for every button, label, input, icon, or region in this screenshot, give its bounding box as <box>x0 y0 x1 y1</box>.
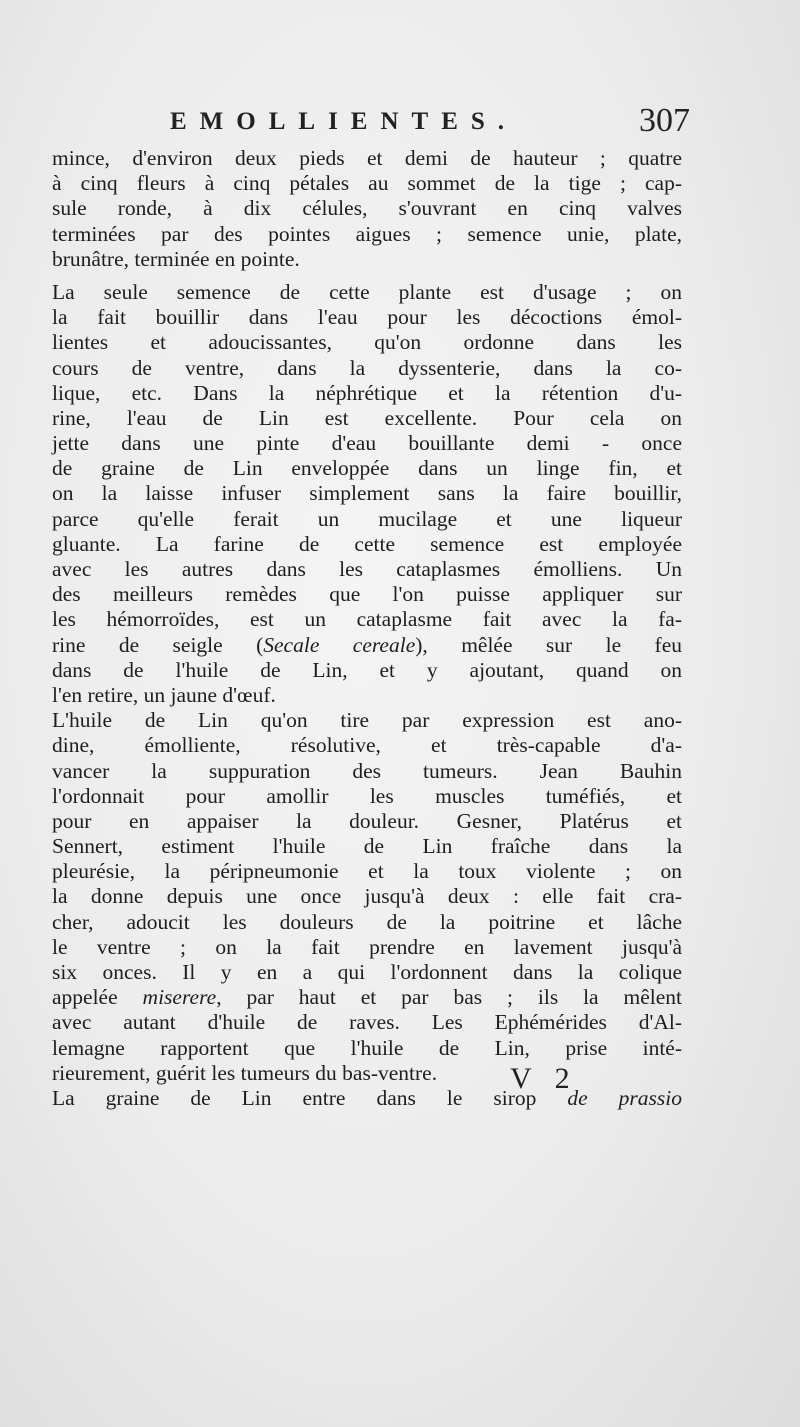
text-segment: rine de seigle ( <box>52 632 264 657</box>
text-line: la donne depuis une once jusqu'à deux : elle fait cra- <box>52 884 682 909</box>
text-line: lemagne rapportent que l'huile de Lin, prise inté- <box>52 1035 682 1060</box>
text-line: cours de ventre, dans la dyssenterie, dans la co- <box>52 355 682 380</box>
text-line: dine, émolliente, résolutive, et très-capable d'a- <box>52 733 682 758</box>
text-line: La seule semence de cette plante est d'usage ; on <box>52 279 682 304</box>
text-line-with-italic <box>52 1086 682 1111</box>
text-segment: , par haut et par bas ; ils la mêlent <box>216 985 682 1010</box>
text-line: cher, adoucit les douleurs de la poitrine et lâche <box>52 909 682 934</box>
paragraph-1 <box>52 146 682 272</box>
latin-name: Secale cereale <box>263 632 416 657</box>
latin-term: miserere <box>142 985 217 1010</box>
text-segment: ), mêlée sur le feu <box>415 632 682 657</box>
text-line: des meilleurs remèdes que l'on puisse appliquer sur <box>52 582 682 607</box>
text-line: Sennert, estiment l'huile de Lin fraîche dans la <box>52 834 682 859</box>
text-line: lientes et adoucissantes, qu'on ordonne dans les <box>52 330 682 355</box>
text-line: parce qu'elle ferait un mucilage et une liqueur <box>52 506 682 531</box>
text-line: jette dans une pinte d'eau bouillante demi - once <box>52 431 682 456</box>
paragraph-2 <box>52 280 682 708</box>
text-line: gluante. La farine de cette semence est employée <box>52 531 682 556</box>
text-line: vancer la suppuration des tumeurs. Jean Bauhin <box>52 758 682 783</box>
text-line: le ventre ; on la fait prendre en lavement jusqu'à <box>52 934 682 959</box>
text-line: pour en appaiser la douleur. Gesner, Platérus et <box>52 808 682 833</box>
text-line: l'en retire, un jaune d'œuf. <box>52 682 276 707</box>
text-line: l'ordonnait pour amollir les muscles tuméfiés, et <box>52 783 682 808</box>
text-line: les hémorroïdes, est un cataplasme fait avec la fa- <box>52 607 682 632</box>
page-number: 307 <box>639 102 690 139</box>
text-segment: La graine de Lin entre dans le sirop <box>52 1085 568 1110</box>
text-line: L'huile de Lin qu'on tire par expression est ano- <box>52 708 682 733</box>
text-line: six onces. Il y en a qui l'ordonnent dans la colique <box>52 960 682 984</box>
text-line: de graine de Lin enveloppée dans un linge fin, et <box>52 456 682 481</box>
page-header <box>130 102 690 142</box>
italic-term: de prassio <box>567 1085 682 1110</box>
text-line: pleurésie, la péripneumonie et la toux violente ; on <box>52 859 682 884</box>
text-line: lique, etc. Dans la néphrétique et la rétention d'u- <box>52 380 682 405</box>
text-line: à cinq fleurs à cinq pétales au sommet de la tige ; cap- <box>52 171 682 196</box>
paragraph-4 <box>52 1086 682 1111</box>
text-line: mince, d'environ deux pieds et demi de hauteur ; quatre <box>52 146 682 170</box>
text-line: dans de l'huile de Lin, et y ajoutant, quand on <box>52 657 682 682</box>
text-line-with-italic <box>52 985 682 1010</box>
signature-mark: V 2 <box>510 1062 578 1095</box>
text-line: avec les autres dans les cataplasmes émolliens. Un <box>52 557 682 581</box>
text-line: avec autant d'huile de raves. Les Ephémérides d'Al- <box>52 1010 682 1035</box>
text-line: brunâtre, terminée en pointe. <box>52 246 300 271</box>
text-line: sule ronde, à dix célules, s'ouvrant en cinq valves <box>52 196 682 221</box>
text-line: la fait bouillir dans l'eau pour les décoctions émol- <box>52 305 682 330</box>
text-line-with-italic <box>52 633 682 658</box>
running-title: EMOLLIENTES. <box>170 108 518 135</box>
paragraph-3 <box>52 708 682 1086</box>
body-text <box>52 146 682 1111</box>
text-line: on la laisse infuser simplement sans la faire bouillir, <box>52 481 682 506</box>
text-line: rine, l'eau de Lin est excellente. Pour cela on <box>52 405 682 430</box>
text-line: rieurement, guérit les tumeurs du bas-ventre. <box>52 1060 438 1085</box>
paragraph-gap <box>52 272 682 280</box>
text-segment: appelée <box>52 985 143 1010</box>
text-line: terminées par des pointes aigues ; semence unie, plate, <box>52 221 682 246</box>
